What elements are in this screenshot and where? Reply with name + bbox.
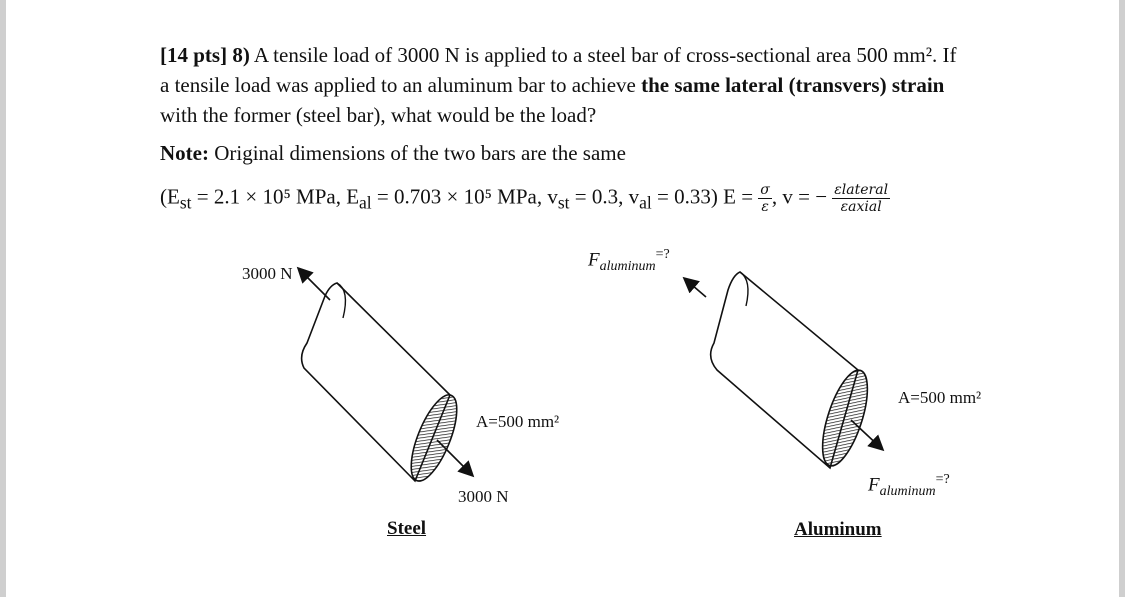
- problem-text-1: A tensile load of 3000 N is applied to a steel bar of cross-sectional area 500 mm². If: [249, 43, 957, 67]
- problem-emphasis: the same lateral (transvers) strain: [641, 73, 945, 97]
- problem-text-2: a tensile load was applied to an aluminum bar to achieve: [160, 73, 642, 97]
- aluminum-caption: Aluminum: [794, 519, 882, 540]
- poisson-fraction: $\frac{\text{εlateral}}{\text{εaxial}}$: [834, 182, 889, 215]
- steel-caption: Steel: [387, 518, 427, 539]
- aluminum-bar: [685, 272, 882, 471]
- aluminum-force-arrow-top: [685, 279, 706, 297]
- stress-strain-fraction: $\frac{\sigma}{\varepsilon}$: [760, 182, 770, 215]
- steel-area-label: A=500 mm²: [476, 412, 560, 431]
- aluminum-force-label-top: $F_{aluminum}^{=?}$: [588, 247, 670, 275]
- eal-value: = 0.703 × 10⁵ MPa, v: [371, 184, 558, 209]
- est-value: = 2.1 × 10⁵ MPa, E: [191, 184, 360, 209]
- steel-load-label-bottom: 3000 N: [458, 487, 509, 506]
- steel-load-arrow-top: [299, 269, 330, 300]
- aluminum-area-label: A=500 mm²: [898, 388, 982, 407]
- eal-subscript: al: [359, 192, 372, 213]
- est-subscript: st: [179, 192, 192, 213]
- note-label: Note:: [160, 141, 209, 165]
- val-subscript: al: [639, 192, 652, 213]
- vst-value: = 0.3, v: [569, 184, 640, 209]
- points-label: [14 pts] 8): [160, 43, 250, 67]
- vst-subscript: st: [557, 192, 570, 213]
- aluminum-force-label-bottom: $F_{aluminum}^{=?}$: [868, 472, 950, 500]
- note-text: Original dimensions of the two bars are the same: [208, 141, 626, 165]
- formula-open: (E: [160, 184, 180, 209]
- steel-bar: [299, 269, 472, 487]
- poisson-part: , v = −: [771, 184, 828, 209]
- val-value: = 0.33) E =: [651, 184, 759, 209]
- steel-load-label-top: 3000 N: [242, 264, 293, 283]
- problem-line-3: with the former (steel bar), what would be the load?: [160, 103, 597, 127]
